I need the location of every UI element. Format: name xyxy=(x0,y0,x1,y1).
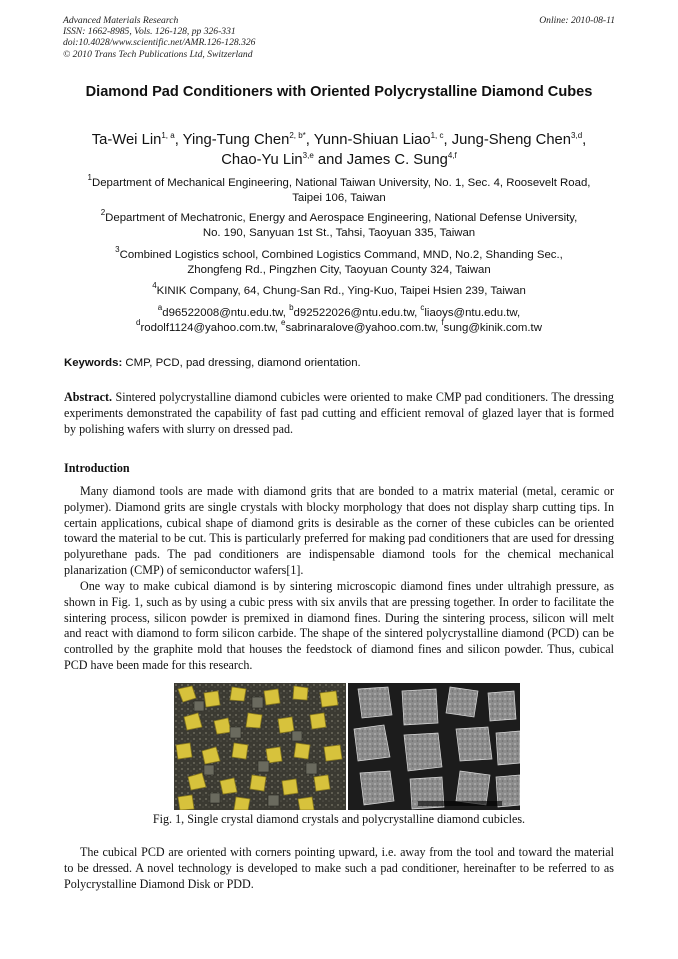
paper-title: Diamond Pad Conditioners with Oriented Polycrystalline Diamond Cubes xyxy=(85,84,593,100)
email[interactable]: liaoys@ntu.edu.tw xyxy=(424,307,518,319)
author-list: Ta-Wei Lin$^{1, a}$, Ying-Tung Chen$^{2, b*}$, Yunn-Shiuan Liao$^{1, c}$, Jung-Sheng Chen$^{3,d}$, Chao-Yu Lin$^{3,e}$ and James C. Sung$^{4,f}$ xyxy=(91,131,587,168)
abstract-text: Sintered polycrystalline diamond cubicles were oriented to make CMP pad conditioners. The dressing experiments demonstrated the capability of fast pad cutting and efficient removal of glazed layer that is formed by polishing wafers with slurry on dressed pad. xyxy=(64,390,614,436)
author: Yunn-Shiuan Liao$^{1, c}$ xyxy=(313,131,444,148)
paragraph: Many diamond tools are made with diamond grits that are bonded to a matrix material (metal, ceramic or polymer). Diamond grits are single crystals with blocky morphology that does not display sharp cutting tips. In certain applications, cubical shape of diamond grits is desirable as the corner of these cubicles can be oriented toward the material to be cut. This is particularly preferred for making pad conditioners that are used for dressing polyurethane pads. The pad conditioners are indispensable diamond tools for the chemical mechanical planarization (CMP) of semiconductor wafers[1]. xyxy=(64,484,614,577)
online-date: Online: 2010-08-11 xyxy=(539,15,615,26)
affiliation: $^3$Combined Logistics school, Combined Logistics Command, MND, No.2, Shanding Sec., Zhongfeng Rd., Pingzhen City, Taoyuan County 324, Taiwan xyxy=(115,245,563,276)
email[interactable]: sabrinaralove@yahoo.com.tw xyxy=(285,321,436,334)
abstract xyxy=(64,390,614,437)
author: Ta-Wei Lin$^{1, a}$ xyxy=(91,131,175,148)
affiliation: $^2$Department of Mechatronic, Energy and Aerospace Engineering, National Defense University, No. 190, Sanyuan 1st St., Tahsi, Taoyuan 335, Taiwan xyxy=(100,208,578,239)
copyright-line: © 2010 Trans Tech Publications Ltd, Switzerland xyxy=(63,48,253,60)
journal-header xyxy=(63,15,255,60)
paragraph: The cubical PCD are oriented with corners pointing upward, i.e. away from the tool and toward the material to be dressed. A novel technology is developed to make such a pad conditioner, hereinafter to be referred to as Polycrystalline Diamond Disk or PDD. xyxy=(64,845,614,891)
section-heading: Introduction xyxy=(64,461,130,475)
email-list: $^a$d96522008@ntu.edu.tw, $^b$d92522026@ntu.edu.tw, $^c$liaoys@ntu.edu.tw, $^d$rodolf1124@yahoo.com.tw, $^e$sabrinaralove@yahoo.com.tw, $^f$sung@kinik.com.tw xyxy=(136,303,542,334)
email[interactable]: rodolf1124@yahoo.com.tw xyxy=(140,321,275,334)
issn-line: ISSN: 1662-8985, Vols. 126-128, pp 326-331 xyxy=(63,26,236,38)
keywords-text: CMP, PCD, pad dressing, diamond orientation. xyxy=(125,357,361,369)
paragraph: One way to make cubical diamond is by sintering microscopic diamond fines under ultrahigh pressure, as shown in Fig. 1, such as by using a cubic press with six anvils that are pressing together. In order to facilitate the sintering process, silicon powder is premixed in diamond fines. During the sintering process, silicon will melt and react with diamond to form silicon carbide. The shape of the sintered polycrystalline diamond (PCD) can be controlled by the graphite mold that houses the feedstock of diamond fines and silicon powder. Thus, cubical PCD have been made for this research. xyxy=(64,579,614,672)
author: Ying-Tung Chen$^{2, b*}$ xyxy=(182,131,306,148)
author: Jung-Sheng Chen$^{3,d}$ xyxy=(451,131,583,148)
abstract-label: Abstract. xyxy=(64,390,113,404)
email[interactable]: sung@kinik.com.tw xyxy=(443,321,542,334)
email[interactable]: d96522008@ntu.edu.tw xyxy=(162,307,283,319)
figure-caption: Fig. 1, Single crystal diamond crystals and polycrystalline diamond cubicles. xyxy=(152,812,526,826)
email[interactable]: d92522026@ntu.edu.tw xyxy=(293,307,415,319)
single-crystal-panel xyxy=(174,683,346,810)
keywords xyxy=(64,357,361,369)
affiliation: $^1$Department of Mechanical Engineering, National Taiwan University, No. 1, Sec. 4, Roosevelt Road, Taipei 106, Taiwan xyxy=(87,173,591,204)
figure-diamond-crystals xyxy=(174,683,520,810)
journal-name: Advanced Materials Research xyxy=(63,15,179,26)
author: James C. Sung$^{4,f}$ xyxy=(346,151,457,168)
author: Chao-Yu Lin$^{3,e}$ xyxy=(221,151,314,168)
pcd-cube-panel xyxy=(348,683,520,810)
keywords-label: Keywords: xyxy=(64,357,123,369)
affiliation: $^4$KINIK Company, 64, Chung-San Rd., Ying-Kuo, Taipei Hsien 239, Taiwan xyxy=(152,281,526,297)
doi-line: doi:10.4028/www.scientific.net/AMR.126-128.326 xyxy=(63,37,256,49)
